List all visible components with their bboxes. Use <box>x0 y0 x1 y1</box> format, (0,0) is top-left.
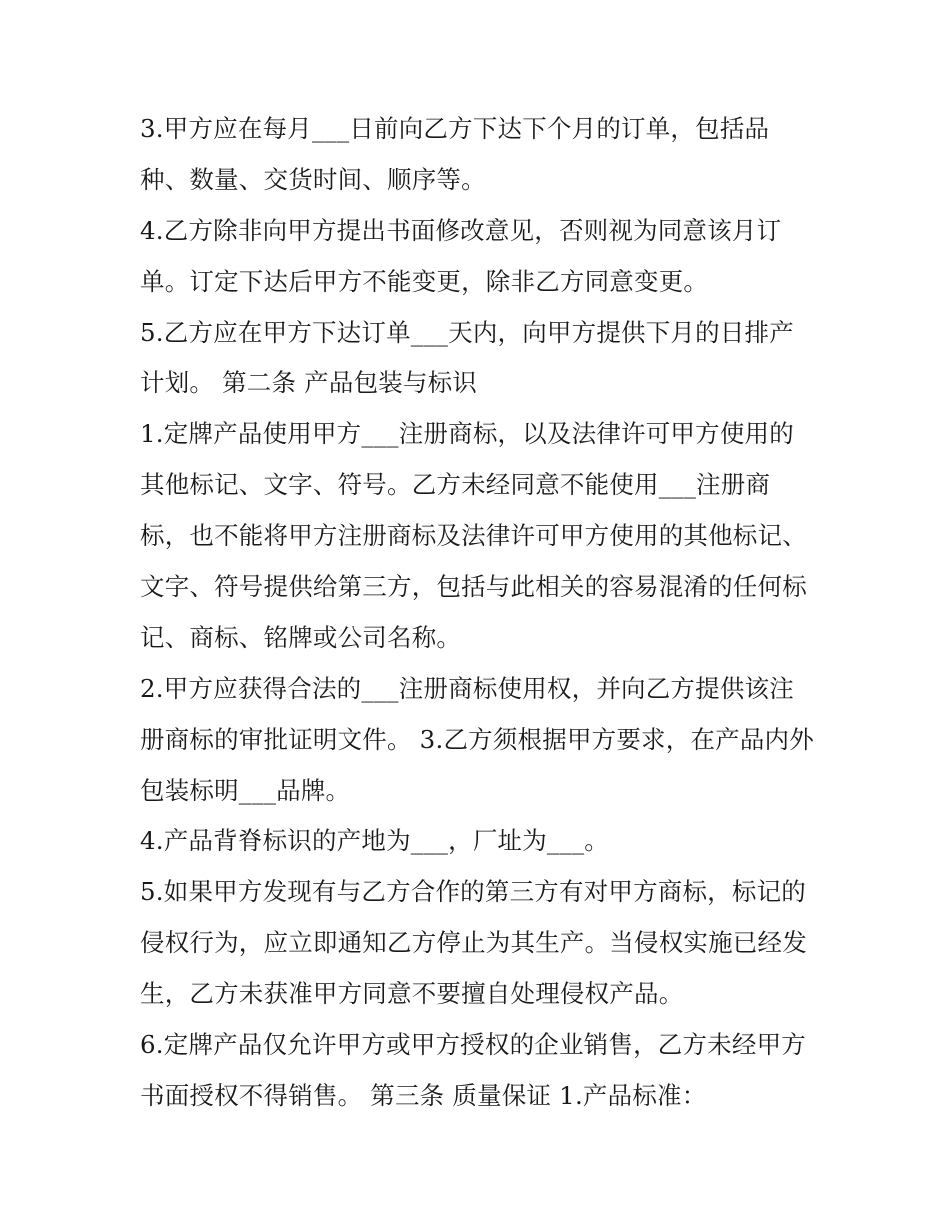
text-line: 单。订定下达后甲方不能变更，除非乙方同意变更。 <box>140 266 709 296</box>
text-line: 包装标明___品牌。 <box>140 775 351 805</box>
text-line: 生，乙方未获准甲方同意不要擅自处理侵权产品。 <box>140 979 684 1009</box>
text-line: 侵权行为，应立即通知乙方停止为其生产。当侵权实施已经发 <box>140 928 807 958</box>
text-line: 书面授权不得销售。 第三条 质量保证 1.产品标准： <box>140 1080 707 1110</box>
text-line: 记、商标、铭牌或公司名称。 <box>140 622 462 652</box>
document-body <box>140 104 820 1122</box>
text-line: 2.甲方应获得合法的___注册商标使用权，并向乙方提供该注 <box>140 673 794 703</box>
text-line: 1.定牌产品使用甲方___注册商标，以及法律许可甲方使用的 <box>140 419 794 449</box>
text-line: 计划。 第二条 产品包装与标识 <box>140 368 478 398</box>
text-line: 6.定牌产品仅允许甲方或甲方授权的企业销售，乙方未经甲方 <box>140 1030 806 1060</box>
text-line: 5.如果甲方发现有与乙方合作的第三方有对甲方商标，标记的 <box>140 877 806 907</box>
text-line: 4.产品背脊标识的产地为___，厂址为___。 <box>140 826 609 856</box>
text-line: 3.甲方应在每月___日前向乙方下达下个月的订单，包括品 <box>140 114 770 143</box>
text-line: 4.乙方除非向甲方提出书面修改意见，否则视为同意该月订 <box>140 215 782 245</box>
text-line: 册商标的审批证明文件。 3.乙方须根据甲方要求，在产品内外 <box>140 724 814 754</box>
text-line: 5.乙方应在甲方下达订单___天内，向甲方提供下月的日排产 <box>140 317 794 347</box>
text-line: 标，也不能将甲方注册商标及法律许可甲方使用的其他标记、 <box>140 521 807 551</box>
text-line: 文字、符号提供给第三方，包括与此相关的容易混淆的任何标 <box>140 572 807 602</box>
text-line: 种、数量、交货时间、顺序等。 <box>140 164 486 194</box>
text-line: 其他标记、文字、符号。乙方未经同意不能使用___注册商 <box>140 470 771 500</box>
